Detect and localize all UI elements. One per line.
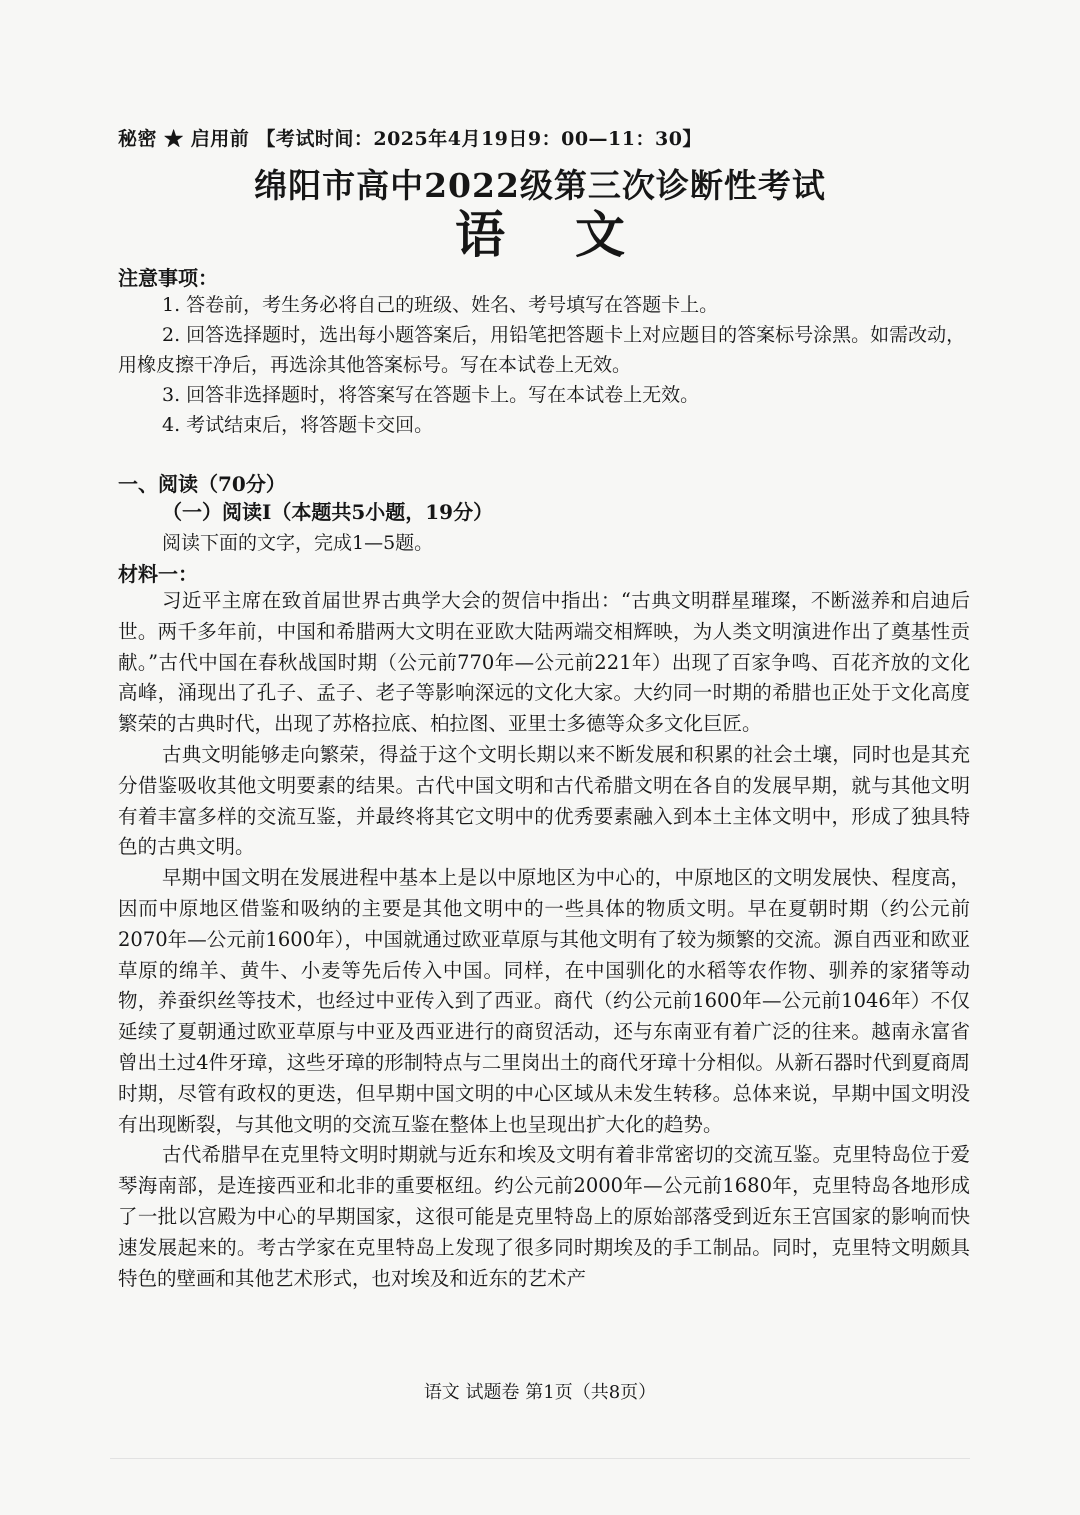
notice-item: 3. 回答非选择题时，将答案写在答题卡上。写在本试卷上无效。	[162, 384, 700, 406]
paragraph: 早期中国文明在发展进程中基本上是以中原地区为中心的，中原地区的文明发展快、程度高，因而中原地区借鉴和吸纳的主要是其他文明中的一些具体的物质文明。早在夏朝时期（约公元前2070年—公元前1600年），中国就通过欧亚草原与其他文明有了较为频繁的交流。源自西亚和欧亚草原的绵羊、黄牛、小麦等先后传入中国。同样，在中国驯化的水稻等农作物、驯养的家猪等动物，养蚕织丝等技术，也经过中亚传入到了西亚。商代（约公元前1600年—公元前1046年）不仅延续了夏朝通过欧亚草原与中亚及西亚进行的商贸活动，还与东南亚有着广泛的往来。越南永富省曾出土过4件牙璋，这些牙璋的形制特点与二里岗出土的商代牙璋十分相似。从新石器时代到夏商周时期，尽管有政权的更迭，但早期中国文明的中心区域从未发生转移。总体来说，早期中国文明没有出现断裂，与其他文明的交流互鉴在整体上也呈现出扩大化的趋势。	[118, 866, 970, 1136]
material-body	[118, 586, 970, 1294]
paragraph: 习近平主席在致首届世界古典学大会的贺信中指出：“古典文明群星璀璨，不断滋养和启迪后世。两千多年前，中国和希腊两大文明在亚欧大陆两端交相辉映，为人类文明演进作出了奠基性贡献。”古代中国在春秋战国时期（公元前770年—公元前221年）出现了百家争鸣、百花齐放的文化高峰，涌现出了孔子、孟子、老子等影响深远的文化大家。大约同一时期的希腊也正处于文化高度繁荣的古典时代，出现了苏格拉底、柏拉图、亚里士多德等众多文化巨匠。	[118, 589, 970, 736]
exam-title: 绵阳市高中2022级第三次诊断性考试	[254, 166, 826, 205]
paragraph: 古代希腊早在克里特文明时期就与近东和埃及文明有着非常密切的交流互鉴。克里特岛位于爱琴海南部，是连接西亚和北非的重要枢纽。约公元前2000年—公元前1680年，克里特岛各地形成了一批以宫殿为中心的早期国家，这很可能是克里特岛上的原始部落受到近东王宫国家的影响而快速发展起来的。考古学家在克里特岛上发现了很多同时期埃及的手工制品。同时，克里特文明颇具特色的壁画和其他艺术形式，也对埃及和近东的艺术产	[118, 1143, 970, 1290]
material-heading: 材料一：	[118, 562, 198, 586]
divider	[110, 1458, 970, 1459]
subject-title: 语文	[455, 205, 695, 264]
notice-heading: 注意事项：	[118, 266, 218, 290]
subsection-heading: （一）阅读Ⅰ（本题共5小题，19分）	[162, 500, 494, 524]
notice-item: 4. 考试结束后，将答题卡交回。	[162, 414, 434, 436]
paragraph: 古典文明能够走向繁荣，得益于这个文明长期以来不断发展和积累的社会土壤，同时也是其充分借鉴吸收其他文明要素的结果。古代中国文明和古代希腊文明在各自的发展早期，就与其他文明有着丰富多样的交流互鉴，并最终将其它文明中的优秀要素融入到本土主体文明中，形成了独具特色的古典文明。	[118, 742, 970, 859]
instruction: 阅读下面的文字，完成1—5题。	[162, 532, 434, 554]
section-heading: 一、阅读（70分）	[118, 472, 286, 496]
page-footer: 语文 试题卷 第1页（共8页）	[423, 1382, 657, 1403]
notice-item: 2. 回答选择题时，选出每小题答案后，用铅笔把答题卡上对应题目的答案标号涂黑。如需改动，用橡皮擦干净后，再选涂其他答案标号。写在本试卷上无效。	[118, 324, 966, 376]
secret-line: 秘密 ★ 启用前 【考试时间：2025年4月19日9：00—11：30】	[118, 128, 702, 150]
notice-item: 1. 答卷前，考生务必将自己的班级、姓名、考号填写在答题卡上。	[162, 294, 719, 316]
notice-list	[118, 290, 978, 440]
